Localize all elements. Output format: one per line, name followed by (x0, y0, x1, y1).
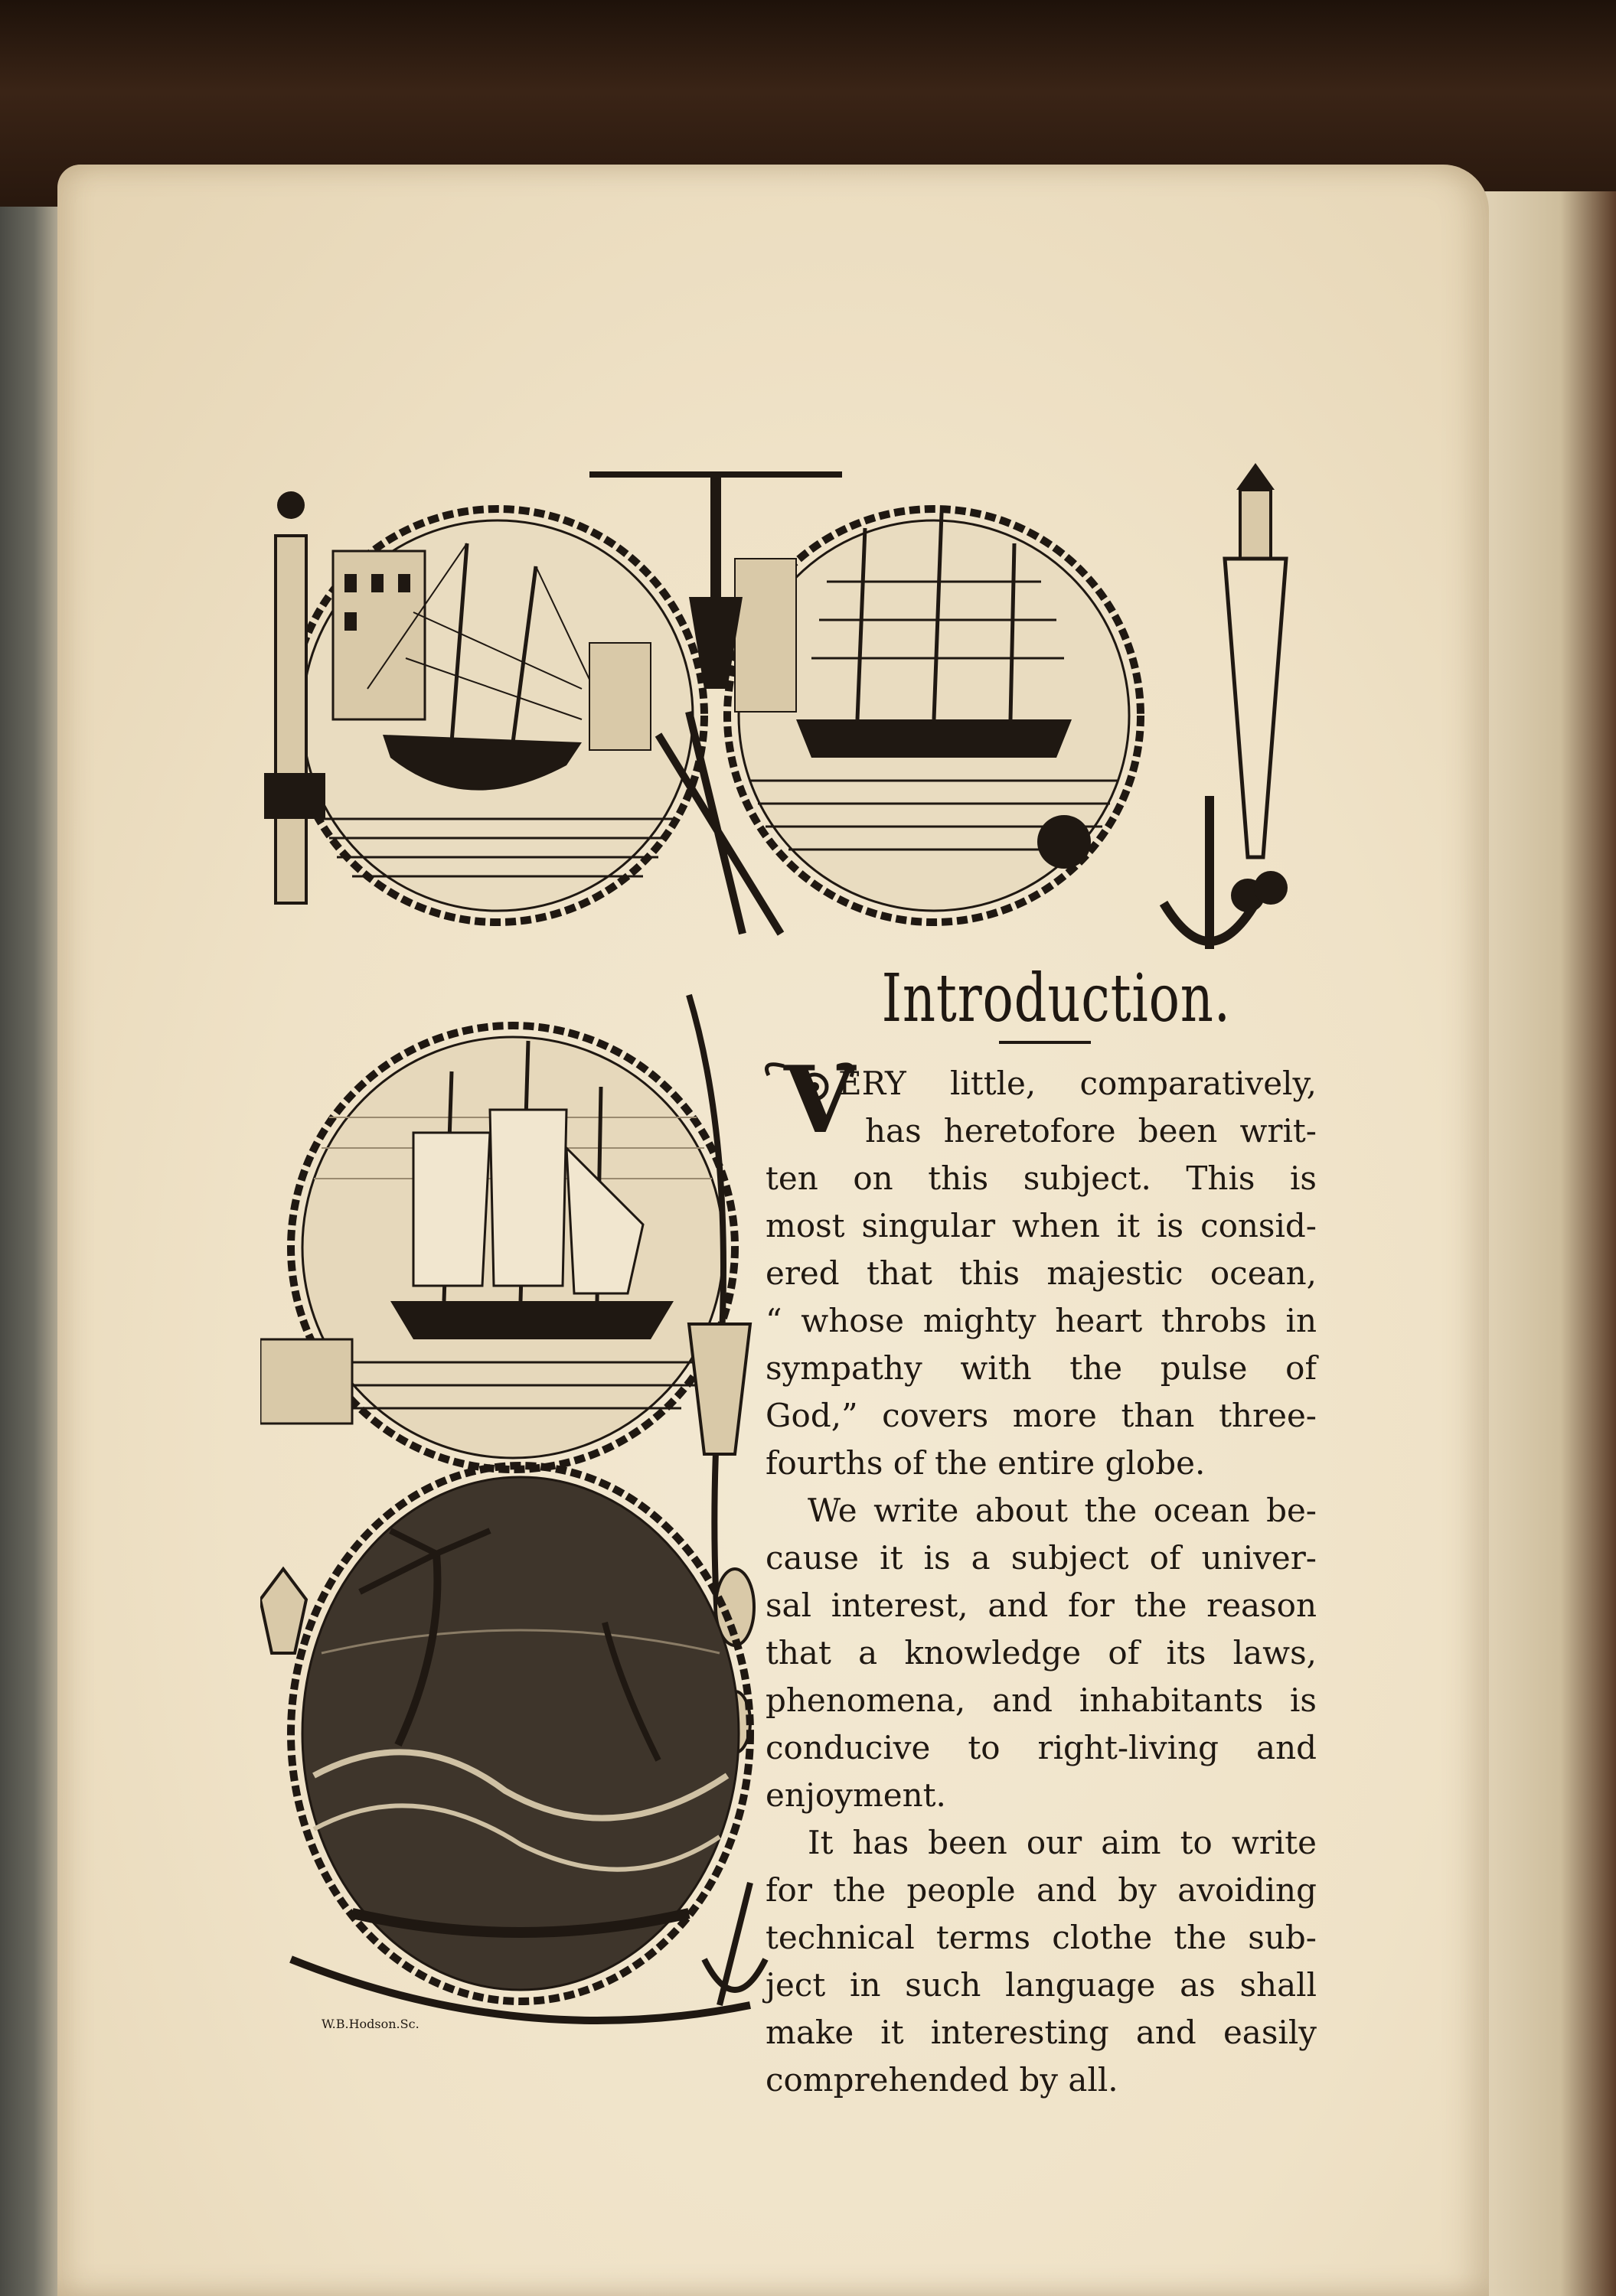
lighthouse-ornament (1225, 463, 1286, 857)
book-page-right-edge (1477, 191, 1616, 2296)
paragraph-1 (766, 1046, 1317, 1487)
text-line: sal interest, and for the reason (766, 1587, 1317, 1624)
text-line: that a knowledge of its laws, (766, 1634, 1317, 1671)
text-line: enjoyment. (766, 1776, 946, 1814)
text-line: cause it is a subject of univer- (766, 1539, 1317, 1577)
paragraph-3 (766, 1819, 1317, 2104)
engraver-signature: W.B.Hodson.Sc. (322, 2017, 420, 2031)
text-line: phenomena, and inhabitants is (766, 1681, 1317, 1719)
text-line: ERY little, comparatively, (838, 1065, 1317, 1102)
text-line: comprehended by all. (766, 2061, 1118, 2099)
text-line: technical terms clothe the sub- (766, 1919, 1317, 1956)
text-line: We write about the ocean be- (808, 1492, 1317, 1529)
text-line: fourths of the entire globe. (766, 1444, 1206, 1482)
text-line: “ whose mighty heart throbs in (766, 1302, 1317, 1339)
text-line: sympathy with the pulse of (766, 1349, 1317, 1387)
body-text (766, 1046, 1317, 2104)
text-line: for the people and by avoiding (766, 1871, 1317, 1909)
text-line: God,” covers more than three- (766, 1397, 1317, 1434)
text-line: most singular when it is consid- (766, 1207, 1317, 1244)
anchor-ornament (1164, 796, 1288, 949)
ship-at-dock-vignette (727, 509, 1141, 922)
text-line: ject in such language as shall (766, 1966, 1317, 2004)
sailing-ship-vignette (260, 1026, 735, 1469)
text-line: conducive to right-living and (766, 1729, 1317, 1766)
paragraph-2 (766, 1487, 1317, 1819)
text-line: It has been our aim to write (808, 1824, 1317, 1861)
storm-sea-vignette (291, 1466, 750, 2001)
chapter-heading: Introduction. (881, 960, 1231, 1037)
text-line: ten on this subject. This is (766, 1159, 1317, 1197)
harbor-ships-vignette (291, 509, 704, 922)
text-line: ered that this majestic ocean, (766, 1254, 1317, 1292)
text-line: has heretofore been writ- (865, 1112, 1317, 1150)
drop-cap-letter: V (784, 1046, 856, 1154)
heading-rule (999, 1041, 1091, 1044)
drop-cap (761, 1046, 860, 1155)
text-line: make it interesting and easily (766, 2014, 1317, 2051)
